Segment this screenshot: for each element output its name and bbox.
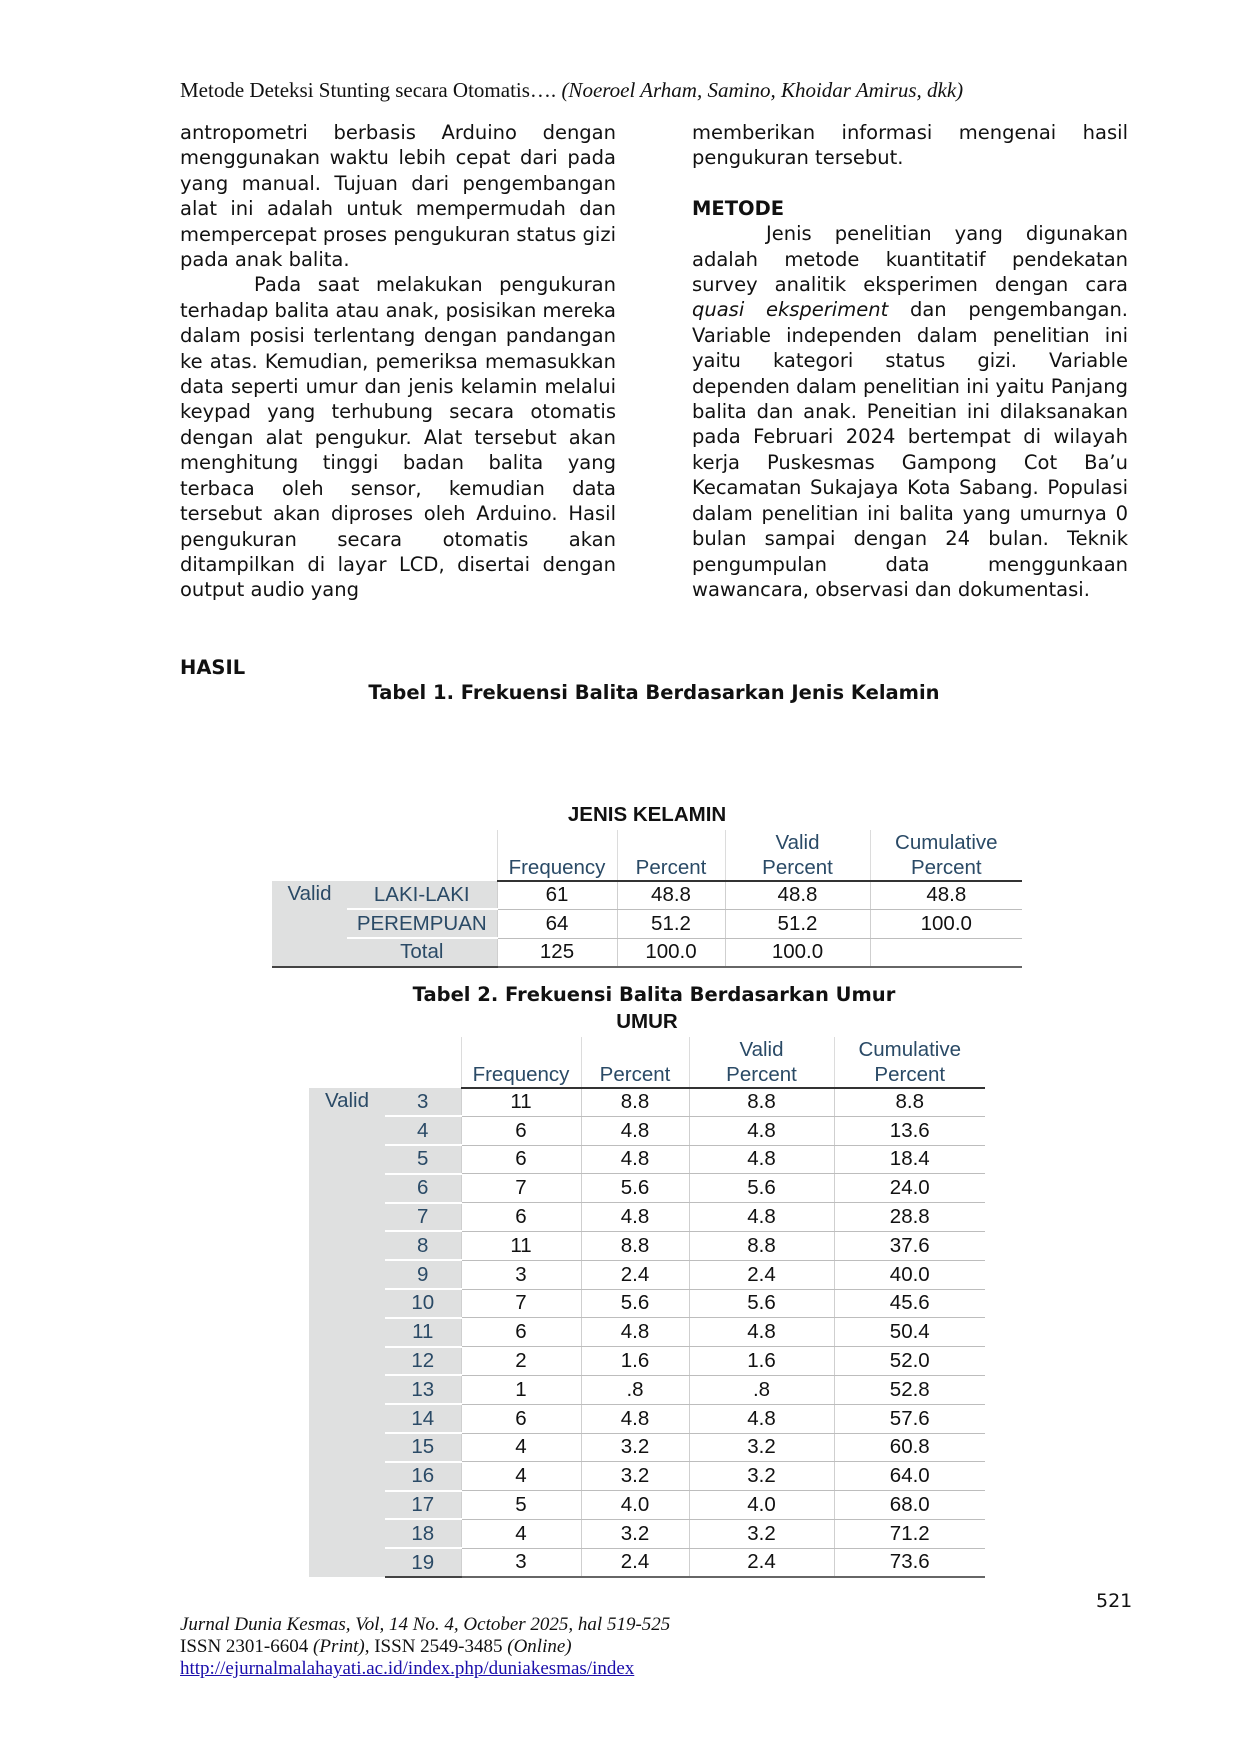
table2-row-label: 3 (385, 1088, 461, 1116)
table2-cumulative-percent-header: Cumulative Percent (834, 1037, 985, 1088)
table1-header-empty (272, 830, 497, 881)
table2-valid-percent-header: Valid Percent (689, 1037, 834, 1088)
table2-valid-percent-cell: 8.8 (689, 1088, 834, 1116)
table2-cumulative-percent-cell: 28.8 (834, 1203, 985, 1232)
table2-percent-cell: 4.8 (581, 1116, 689, 1145)
table2-frequency-cell: 1 (461, 1375, 581, 1404)
table1-valid-percent-cell: 51.2 (725, 909, 870, 938)
table1-percent-cell: 100.0 (617, 938, 725, 967)
table2-frequency-cell: 4 (461, 1519, 581, 1548)
table-row (272, 881, 1022, 909)
table2-frequency-cell: 7 (461, 1289, 581, 1318)
table2-percent-cell: 2.4 (581, 1548, 689, 1577)
right-paragraph-1: memberikan informasi mengenai hasil pengukuran tersebut. (692, 121, 1128, 170)
header-title: Metode Deteksi Stunting secara Otomatis…. (180, 78, 557, 102)
table2-row-label: 15 (385, 1433, 461, 1462)
table2-frequency-cell: 11 (461, 1231, 581, 1260)
journal-citation: Jurnal Dunia Kesmas, Vol, 14 No. 4, October 2025, hal 519-525 (180, 1614, 671, 1635)
table2-row-label: 11 (385, 1318, 461, 1347)
table2-valid-percent-cell: 4.8 (689, 1318, 834, 1347)
table-row (309, 1433, 985, 1462)
table2-frequency-cell: 6 (461, 1116, 581, 1145)
table1-cumulative-percent-cell: 48.8 (870, 881, 1022, 909)
table2-frequency-cell: 6 (461, 1404, 581, 1433)
table1 (272, 800, 1022, 968)
table2-valid-percent-cell: 3.2 (689, 1462, 834, 1491)
table2-row-label: 16 (385, 1462, 461, 1491)
table2-cumulative-percent-cell: 18.4 (834, 1145, 985, 1174)
table-row (309, 1491, 985, 1520)
section-heading-hasil: HASIL (180, 656, 246, 679)
table-row (309, 1174, 985, 1203)
table2-frequency-cell: 6 (461, 1145, 581, 1174)
table2-row-label: 12 (385, 1347, 461, 1376)
table-row (309, 1145, 985, 1174)
table2-row-label: 5 (385, 1145, 461, 1174)
left-paragraph-1: antropometri berbasis Arduino dengan menggunakan waktu lebih cepat dari pada yang manual. Tujuan dari pengembangan alat ini adalah untuk mempermudah dan mempercepat proses pengukuran status gizi pada anak balita. (180, 121, 616, 272)
table1-title: JENIS KELAMIN (567, 803, 727, 826)
table1-stub-blank (272, 938, 347, 967)
table2-valid-percent-cell: 3.2 (689, 1433, 834, 1462)
table2-cumulative-percent-cell: 64.0 (834, 1462, 985, 1491)
table-row (309, 1088, 985, 1116)
table1-frequency-header: Frequency (497, 830, 617, 881)
table2-percent-cell: 4.8 (581, 1404, 689, 1433)
table2-row-label: 6 (385, 1174, 461, 1203)
table2-cumulative-percent-cell: 52.0 (834, 1347, 985, 1376)
table2-percent-header: Percent (581, 1037, 689, 1088)
table2-percent-cell: 4.8 (581, 1203, 689, 1232)
table2-row-label: 9 (385, 1260, 461, 1289)
table2-frequency-cell: 5 (461, 1491, 581, 1520)
issn-print: ISSN 2301-6604 (180, 1636, 309, 1657)
journal-footer (180, 1614, 670, 1680)
table2-percent-cell: 5.6 (581, 1174, 689, 1203)
table2-percent-cell: 8.8 (581, 1088, 689, 1116)
table2-frequency-cell: 3 (461, 1260, 581, 1289)
left-paragraph-2: Pada saat melakukan pengukuran terhadap balita atau anak, posisikan mereka dalam posisi terlentang dengan pandangan ke atas. Kemudian, pemeriksa memasukkan data seperti umur dan jenis kelamin melalui keypad yang terhubung secara otomatis dengan alat pengukur. Alat tersebut akan menghitung tinggi badan balita yang terbaca oleh sensor, kemudian data tersebut akan diproses oleh Arduino. Hasil pengukuran secara otomatis akan ditampilkan di layar LCD, disertai dengan output audio yang (180, 273, 616, 602)
table-row (309, 1519, 985, 1548)
table2-cumulative-percent-cell: 57.6 (834, 1404, 985, 1433)
table-row (309, 1203, 985, 1232)
table-row (309, 1318, 985, 1347)
table2-valid-label: Valid (309, 1088, 385, 1577)
table2-row-label: 7 (385, 1203, 461, 1232)
table1-percent-cell: 51.2 (617, 909, 725, 938)
table2-frequency-cell: 11 (461, 1088, 581, 1116)
table2-row-label: 19 (385, 1548, 461, 1577)
table2-cumulative-percent-cell: 40.0 (834, 1260, 985, 1289)
table2-valid-percent-cell: 4.8 (689, 1404, 834, 1433)
table-row (272, 938, 1022, 967)
table2-frequency-cell: 6 (461, 1318, 581, 1347)
table2-frequency-cell: 7 (461, 1174, 581, 1203)
table2-row-label: 14 (385, 1404, 461, 1433)
table2-percent-cell: 3.2 (581, 1462, 689, 1491)
right-column (692, 120, 1128, 602)
table-row (309, 1375, 985, 1404)
table2-row-label: 13 (385, 1375, 461, 1404)
table-row (309, 1116, 985, 1145)
running-header (180, 78, 1080, 103)
table2-valid-percent-cell: 2.4 (689, 1260, 834, 1289)
table-row (309, 1347, 985, 1376)
table2-cumulative-percent-cell: 60.8 (834, 1433, 985, 1462)
table2-row-label: 17 (385, 1491, 461, 1520)
table2-cumulative-percent-cell: 45.6 (834, 1289, 985, 1318)
table1-row-label: PEREMPUAN (347, 909, 497, 938)
table-row (309, 1260, 985, 1289)
issn-online: ISSN 2549-3485 (374, 1636, 503, 1657)
table2-valid-percent-cell: 4.8 (689, 1116, 834, 1145)
table2-percent-cell: 4.0 (581, 1491, 689, 1520)
table2-valid-percent-cell: 8.8 (689, 1231, 834, 1260)
table2-frequency-cell: 2 (461, 1347, 581, 1376)
table1-row-label: Total (347, 938, 497, 967)
right-paragraph-2 (692, 221, 1128, 602)
table-row (309, 1404, 985, 1433)
table2-cumulative-percent-cell: 13.6 (834, 1116, 985, 1145)
table1-valid-percent-header: Valid Percent (725, 830, 870, 881)
header-authors: (Noeroel Arham, Samino, Khoidar Amirus, dkk) (561, 78, 964, 102)
metode-text-1: Jenis penelitian yang digunakan adalah metode kuantitatif pendekatan survey analitik eksperimen dengan cara (692, 222, 1128, 297)
table2-row-label: 4 (385, 1116, 461, 1145)
table2-valid-percent-cell: 5.6 (689, 1174, 834, 1203)
table2-frequency-cell: 4 (461, 1462, 581, 1491)
table2-frequency-cell: 3 (461, 1548, 581, 1577)
table2-valid-percent-cell: 4.8 (689, 1203, 834, 1232)
table2-frequency-cell: 6 (461, 1203, 581, 1232)
table-row (309, 1548, 985, 1577)
section-heading-metode: METODE (692, 196, 785, 220)
table1-cumulative-percent-cell: 100.0 (870, 909, 1022, 938)
table2-percent-cell: .8 (581, 1375, 689, 1404)
table2-percent-cell: 5.6 (581, 1289, 689, 1318)
table2-percent-cell: 4.8 (581, 1145, 689, 1174)
table1-valid-label: Valid (272, 881, 347, 938)
journal-url-link[interactable]: http://ejurnalmalahayati.ac.id/index.php/duniakesmas/index (180, 1658, 635, 1679)
table2-cumulative-percent-cell: 71.2 (834, 1519, 985, 1548)
table2-cumulative-percent-cell: 52.8 (834, 1375, 985, 1404)
table1-percent-cell: 48.8 (617, 881, 725, 909)
table1-percent-header: Percent (617, 830, 725, 881)
table2-percent-cell: 2.4 (581, 1260, 689, 1289)
table1-frequency-cell: 125 (497, 938, 617, 967)
table2-valid-percent-cell: 4.8 (689, 1145, 834, 1174)
table2-cumulative-percent-cell: 37.6 (834, 1231, 985, 1260)
left-column (180, 120, 616, 603)
table2-row-label: 8 (385, 1231, 461, 1260)
table2-valid-percent-cell: .8 (689, 1375, 834, 1404)
issn-line: ISSN 2301-6604 (Print), ISSN 2549-3485 (Online) (180, 1636, 572, 1657)
table2-cumulative-percent-cell: 50.4 (834, 1318, 985, 1347)
table2-frequency-cell: 4 (461, 1433, 581, 1462)
table1-valid-percent-cell: 100.0 (725, 938, 870, 967)
metode-text-italic: quasi eksperiment (692, 298, 889, 322)
table2-valid-percent-cell: 1.6 (689, 1347, 834, 1376)
table1-valid-percent-cell: 48.8 (725, 881, 870, 909)
table2-frequency-header: Frequency (461, 1037, 581, 1088)
metode-text-2: dan pengembangan. Variable independen dalam penelitian ini yaitu kategori status gizi. Variable dependen dalam penelitian ini yaitu Panjang balita dan anak. Peneitian ini dilaksanakan pada Februari 2024 bertempat di wilayah kerja Puskesmas Gampong Cot Ba’u Kecamatan Sukajaya Kota Sabang. Populasi dalam penelitian ini balita yang umurnya 0 bulan sampai dengan 24 bulan. Teknik pengumpulan data menggunkaan wawancara, observasi dan dokumentasi. (692, 298, 1129, 601)
issn-online-label: (Online) (507, 1636, 572, 1657)
table2-valid-percent-cell: 5.6 (689, 1289, 834, 1318)
table2-percent-cell: 1.6 (581, 1347, 689, 1376)
table2-header-empty (309, 1037, 461, 1088)
table2-valid-percent-cell: 2.4 (689, 1548, 834, 1577)
table2 (309, 1007, 985, 1578)
table-row (272, 909, 1022, 938)
table1-frequency-cell: 61 (497, 881, 617, 909)
table2-valid-percent-cell: 4.0 (689, 1491, 834, 1520)
page-number: 521 (1096, 1590, 1133, 1612)
table1-cumulative-percent-cell (870, 938, 1022, 967)
issn-print-label: (Print) (313, 1636, 365, 1657)
table2-caption: Tabel 2. Frekuensi Balita Berdasarkan Umur (412, 983, 896, 1006)
table2-cumulative-percent-cell: 8.8 (834, 1088, 985, 1116)
table2-cumulative-percent-cell: 73.6 (834, 1548, 985, 1577)
table-row (309, 1289, 985, 1318)
table2-percent-cell: 3.2 (581, 1433, 689, 1462)
table2-cumulative-percent-cell: 24.0 (834, 1174, 985, 1203)
table2-percent-cell: 3.2 (581, 1519, 689, 1548)
table2-valid-percent-cell: 3.2 (689, 1519, 834, 1548)
table2-percent-cell: 8.8 (581, 1231, 689, 1260)
table1-frequency-cell: 64 (497, 909, 617, 938)
table2-cumulative-percent-cell: 68.0 (834, 1491, 985, 1520)
table2-row-label: 10 (385, 1289, 461, 1318)
table2-percent-cell: 4.8 (581, 1318, 689, 1347)
table-row (309, 1231, 985, 1260)
table1-cumulative-percent-header: Cumulative Percent (870, 830, 1022, 881)
table2-title: UMUR (616, 1010, 678, 1033)
table1-row-label: LAKI-LAKI (347, 881, 497, 909)
table1-caption: Tabel 1. Frekuensi Balita Berdasarkan Jenis Kelamin (368, 681, 940, 704)
table2-row-label: 18 (385, 1519, 461, 1548)
table-row (309, 1462, 985, 1491)
